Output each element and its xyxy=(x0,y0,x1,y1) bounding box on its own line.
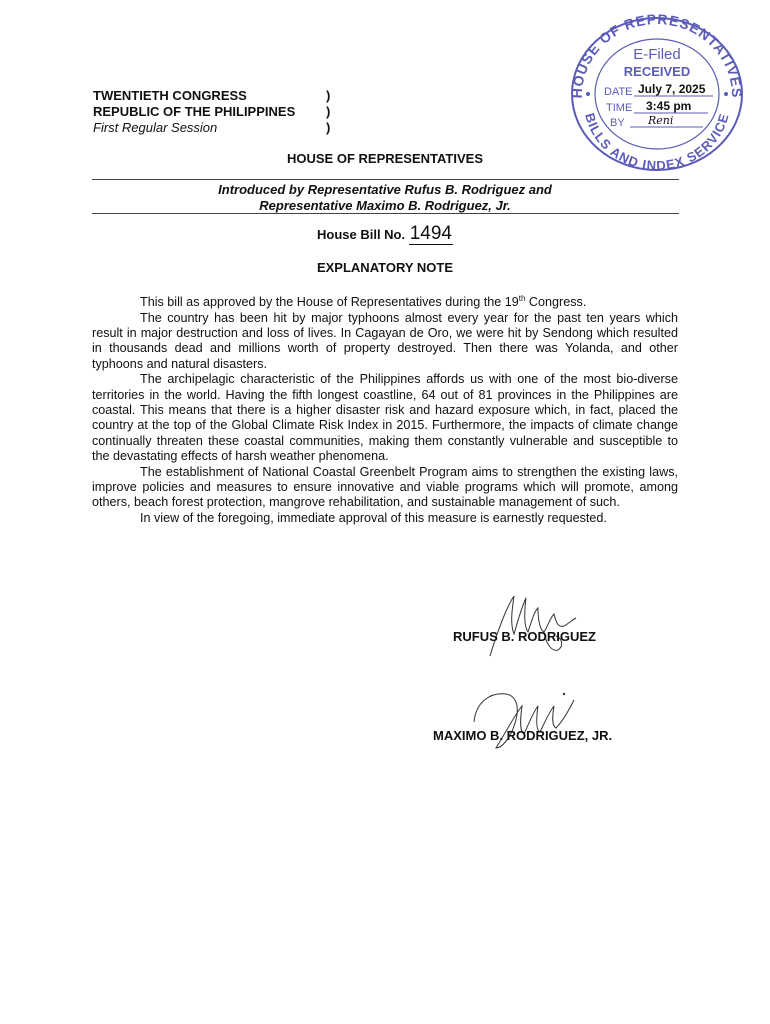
signatory-rufus: RUFUS B. RODRIGUEZ xyxy=(453,629,596,644)
paren-2: ) xyxy=(326,104,331,119)
bill-number: 1494 xyxy=(409,223,453,244)
paragraph-5: In view of the foregoing, immediate approval of this measure is earnestly requested. xyxy=(140,510,607,525)
stamp-by-label: BY xyxy=(610,117,625,129)
received-stamp xyxy=(568,14,746,174)
stamp-received: RECEIVED xyxy=(623,64,691,79)
paragraph-1: This bill as approved by the House of Representatives during the 19th Congress. xyxy=(140,294,587,310)
introduced-by xyxy=(92,182,678,214)
stamp-date-label: DATE xyxy=(604,86,633,98)
bill-number-line xyxy=(92,223,678,245)
republic-label: REPUBLIC OF THE PHILIPPINES xyxy=(93,104,296,119)
congress-label: TWENTIETH CONGRESS xyxy=(93,88,247,103)
explanatory-body xyxy=(92,291,678,526)
signatory-maximo: MAXIMO B. RODRIGUEZ, JR. xyxy=(433,728,613,743)
rule-bottom xyxy=(92,213,679,214)
house-title: HOUSE OF REPRESENTATIVES xyxy=(287,151,483,166)
stamp-time-label: TIME xyxy=(606,102,633,114)
stamp-by-value: Reni xyxy=(648,114,674,127)
stamp-ring-bottom: BILLS AND INDEX SERVICE xyxy=(582,111,732,174)
paragraph-2: The country has been hit by major typhoons almost every year for the past ten years which result in major destruction and loss of lives. In Cagayan de Oro, we were hit by Sendong which resulted in thousands dead and millions worth of property destroyed. Then there was Yolanda, and other typhoons and natural disasters. xyxy=(92,310,678,371)
bill-label: House Bill No. xyxy=(316,227,406,242)
stamp-efiled: E-Filed xyxy=(633,46,681,63)
stamp-ring-top: HOUSE OF REPRESENTATIVES xyxy=(568,14,746,99)
stamp-date-value: July 7, 2025 xyxy=(638,82,706,96)
signature-rufus xyxy=(484,590,594,660)
introduced-line-1: Introduced by Representative Rufus B. Rodriguez and xyxy=(218,182,552,197)
stamp-time-value: 3:45 pm xyxy=(646,99,692,113)
paragraph-4: The establishment of National Coastal Greenbelt Program aims to strengthen the existing laws, improve policies and measures to ensure innovative and viable programs which will promote, among others, beach forest protection, mangrove rehabilitation, and sustainable management of such. xyxy=(92,464,678,510)
paren-1: ) xyxy=(326,88,331,103)
session-label: First Regular Session xyxy=(93,120,218,135)
paragraph-3: The archipelagic characteristic of the Philippines affords us with one of the most bio-diverse territories in the world. Having the fifth longest coastline, 64 out of 81 provinces in the Philippines are coastal. This means that there is a higher disaster risk and hazard exposure which, in fact, placed the country at the top of the Global Climate Risk Index in 2015. Furthermore, the impacts of climate change continually threaten these coastal communities, making them constantly vulnerable and susceptible to the devastating effects of harsh weather phenomena. xyxy=(92,372,678,464)
introduced-line-2: Representative Maximo B. Rodriguez, Jr. xyxy=(259,198,511,213)
explanatory-note-title: EXPLANATORY NOTE xyxy=(316,260,454,275)
paren-3: ) xyxy=(326,120,331,135)
rule-top xyxy=(92,179,679,180)
